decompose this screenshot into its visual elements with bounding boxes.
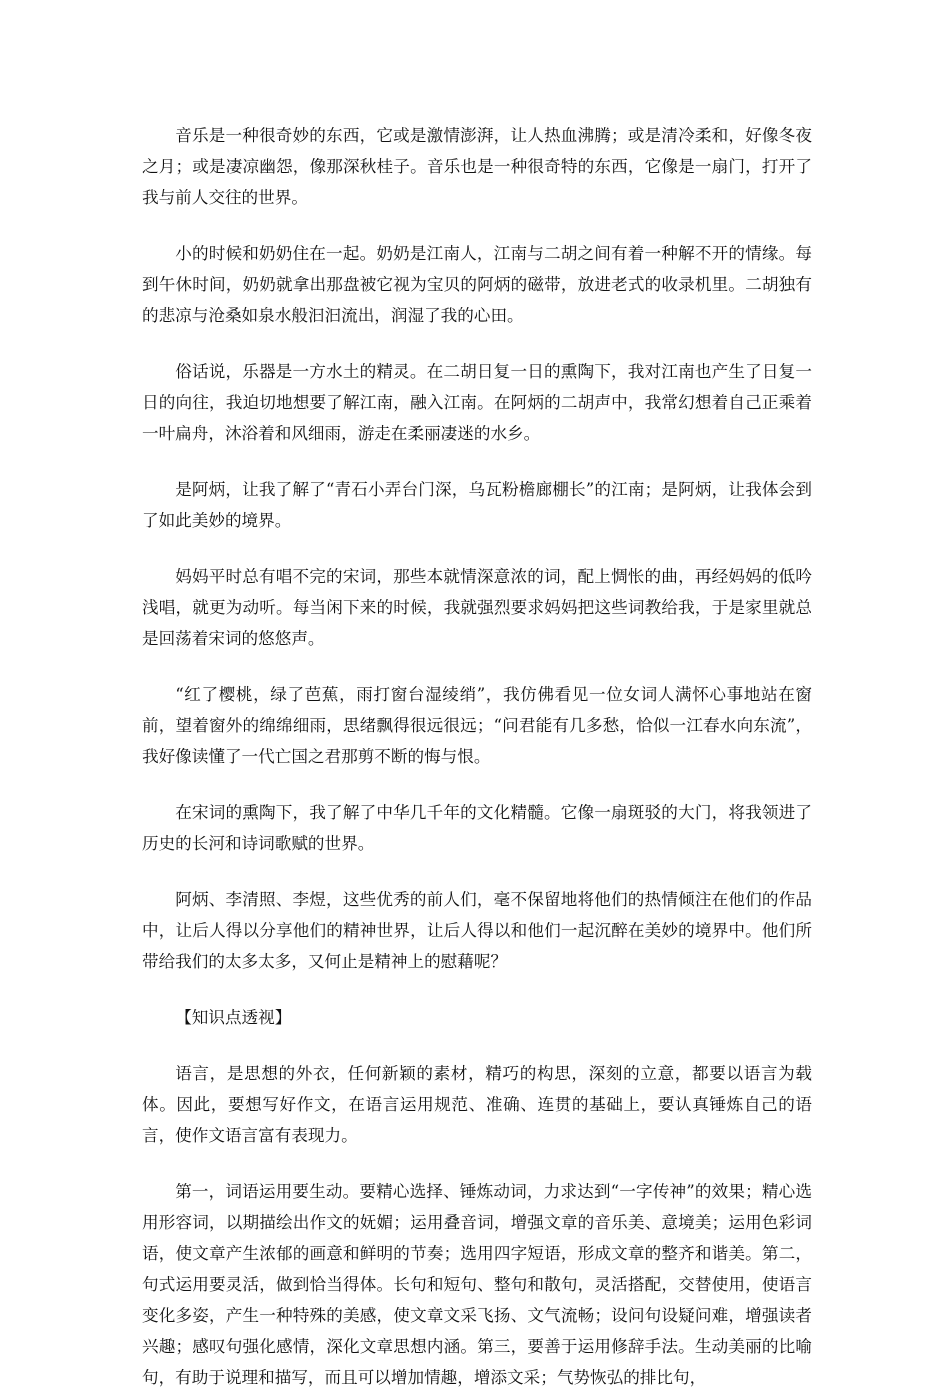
- paragraph-predecessors: 阿炳、李清照、李煜，这些优秀的前人们，毫不保留地将他们的热情倾注在他们的作品中，让后人得以分享他们的精神世界，让后人得以和他们一起沉醉在美妙的境界中。他们所带给我们的太多太多，又何止是精神上的慰藉呢？: [142, 890, 812, 971]
- paragraph-abing-jiangnan: 是阿炳，让我了解了“青石小弄台门深，乌瓦粉檐廊棚长”的江南；是阿炳，让我体会到了如此美妙的境界。: [142, 480, 812, 530]
- paragraph-music-intro: 音乐是一种很奇妙的东西，它或是激情澎湃，让人热血沸腾；或是清冷柔和，好像冬夜之月；或是凄凉幽怨，像那深秋桂子。音乐也是一种很奇特的东西，它像是一扇门，打开了我与前人交往的世界。: [142, 126, 812, 207]
- paragraph-language-intro: 语言，是思想的外衣，任何新颖的素材，精巧的构思，深刻的立意，都要以语言为载体。因此，要想写好作文，在语言运用规范、准确、连贯的基础上，要认真锤炼自己的语言，使作文语言富有表现力。: [142, 1064, 812, 1145]
- paragraph-language-techniques: 第一，词语运用要生动。要精心选择、锤炼动词，力求达到“一字传神”的效果；精心选用形容词，以期描绘出作文的妩媚；运用叠音词，增强文章的音乐美、意境美；运用色彩词语，使文章产生浓郁的画意和鲜明的节奏；选用四字短语，形成文章的整齐和谐美。第二，句式运用要灵活，做到恰当得体。长句和短句、整句和散句，灵活搭配，交替使用，使语言变化多姿，产生一种特殊的美感，使文章文采飞扬、文气流畅；设问句设疑问难，增强读者兴趣；感叹句强化感情，深化文章思想内涵。第三，要善于运用修辞手法。生动美丽的比喻句，有助于说理和描写，而且可以增加情趣，增添文采；气势恢弘的排比句，: [142, 1182, 812, 1387]
- paragraph-culture-essence: 在宋词的熏陶下，我了解了中华几千年的文化精髓。它像一扇斑驳的大门，将我领进了历史的长河和诗词歌赋的世界。: [142, 803, 812, 853]
- document-body: [142, 120, 812, 1393]
- paragraph-mother-songci: 妈妈平时总有唱不完的宋词，那些本就情深意浓的词，配上惆怅的曲，再经妈妈的低吟浅唱，就更为动听。每当闲下来的时候，我就强烈要求妈妈把这些词教给我，于是家里就总是回荡着宋词的悠悠声。: [142, 567, 812, 648]
- section-heading-knowledge: 【知识点透视】: [175, 1008, 292, 1027]
- paragraph-grandma-erhu: 小的时候和奶奶住在一起。奶奶是江南人，江南与二胡之间有着一种解不开的情缘。每到午休时间，奶奶就拿出那盘被它视为宝贝的阿炳的磁带，放进老式的收录机里。二胡独有的悲凉与沧桑如泉水般汩汩流出，润湿了我的心田。: [142, 244, 812, 325]
- paragraph-poem-quotes: “红了樱桃，绿了芭蕉，雨打窗台湿绫绡”，我仿佛看见一位女词人满怀心事地站在窗前，望着窗外的绵绵细雨，思绪飘得很远很远；“问君能有几多愁，恰似一江春水向东流”，我好像读懂了一代亡国之君那剪不断的悔与恨。: [142, 685, 812, 766]
- paragraph-jiangnan-longing: 俗话说，乐器是一方水土的精灵。在二胡日复一日的熏陶下，我对江南也产生了日复一日的向往，我迫切地想要了解江南，融入江南。在阿炳的二胡声中，我常幻想着自己正乘着一叶扁舟，沐浴着和风细雨，游走在柔丽凄迷的水乡。: [142, 362, 812, 443]
